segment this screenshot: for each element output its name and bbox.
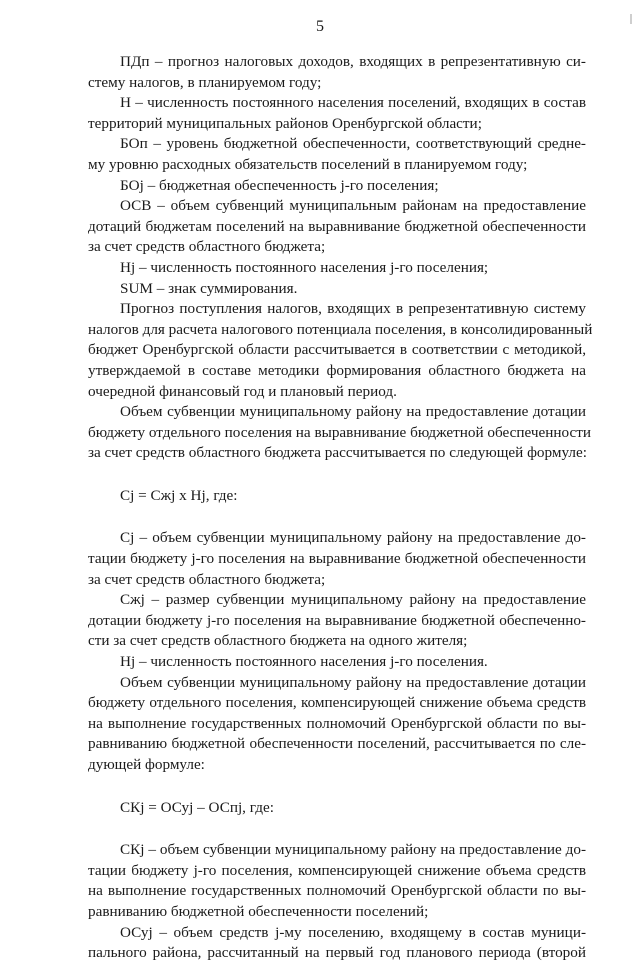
text-line: равниванию бюджетной обеспеченности поселений; xyxy=(88,902,429,920)
text-line: ОСуj – объем средств j-му поселению, входящему в состав муници- xyxy=(120,923,586,941)
text-line: Объем субвенции муниципальному району на предоставление дотации xyxy=(120,403,586,421)
paragraph xyxy=(88,52,586,93)
paragraph xyxy=(88,134,586,175)
text-line: БОj – бюджетная обеспеченность j-го поселения; xyxy=(120,176,439,194)
text-line: на выполнение государственных полномочий Оренбургской области по вы- xyxy=(88,882,586,900)
text-line: тации бюджету j-го поселения, компенсирующей снижение объема средств xyxy=(88,861,586,879)
text-line: Прогноз поступления налогов, входящих в репрезентативную систему xyxy=(120,300,586,318)
text-line: бюджету отдельного поселения на выравнивание бюджетной обеспеченности xyxy=(88,423,592,441)
text-line: пального района, рассчитанный на первый год планового периода (второй xyxy=(88,944,586,962)
text-line: очередной финансовый год и плановый период. xyxy=(88,382,397,400)
text-line: Нj – численность постоянного населения j-го поселения; xyxy=(120,258,489,276)
paragraph xyxy=(88,840,586,922)
text-line: бюджету отдельного поселения, компенсирующей снижение объема средств xyxy=(88,694,586,712)
text-line: утверждаемой в составе методики формирования областного бюджета на xyxy=(88,361,586,379)
text-line: ПДп – прогноз налоговых доходов, входящих в репрезентативную си- xyxy=(120,53,586,70)
paragraph xyxy=(88,93,586,134)
paragraph xyxy=(88,176,586,197)
text-line: на выполнение государственных полномочий Оренбургской области по вы- xyxy=(88,714,586,732)
text-line: стему налогов, в планируемом году; xyxy=(88,73,322,91)
text-line: за счет средств областного бюджета; xyxy=(88,238,326,256)
paragraph xyxy=(88,923,586,964)
text-line: Объем субвенции муниципальному району на предоставление дотации xyxy=(120,673,586,691)
text-line: равниванию бюджетной обеспеченности поселений, рассчитывается по сле- xyxy=(88,735,586,753)
page-number: 5 xyxy=(316,18,324,35)
text-line: СКj – объем субвенции муниципальному району на предоставление до- xyxy=(120,841,586,859)
text-line: за счет средств областного бюджета; xyxy=(88,570,326,588)
text-line: за счет средств областного бюджета рассчитывается по следующей формуле: xyxy=(88,444,587,462)
text-line: Сj – объем субвенции муниципальному району на предоставление до- xyxy=(120,529,586,547)
text-line: тации бюджету j-го поселения на выравнивание бюджетной обеспеченности xyxy=(88,550,586,568)
text-line: Н – численность постоянного населения поселений, входящих в состав xyxy=(120,94,586,112)
text-line: му уровню расходных обязательств поселений в планируемом году; xyxy=(88,155,528,173)
paragraph xyxy=(88,673,586,776)
text-line: SUM – знак суммирования. xyxy=(120,279,298,297)
text-line: дотации бюджету j-го поселения на выравнивание бюджетной обеспеченно- xyxy=(88,611,586,629)
formula-block: СКj = ОСуj – ОСпj, где: xyxy=(120,798,274,816)
text-line: сти за счет средств областного бюджета на одного жителя; xyxy=(88,632,468,650)
paragraph xyxy=(88,590,586,652)
paragraph xyxy=(88,196,586,258)
text-line: дотаций бюджетам поселений на выравнивание бюджетной обеспеченности xyxy=(88,217,586,235)
document-body xyxy=(88,52,593,964)
paragraph xyxy=(88,299,593,402)
text-line: территорий муниципальных районов Оренбургской области; xyxy=(88,114,482,132)
text-line: дующей формуле: xyxy=(88,756,205,773)
text-line: налогов для расчета налогового потенциала поселения, в консолидированный xyxy=(88,320,593,338)
text-line: Сжj – размер субвенции муниципальному району на предоставление xyxy=(120,591,586,609)
paragraph xyxy=(88,402,592,464)
paragraph xyxy=(88,279,586,300)
text-line: ОСВ – объем субвенций муниципальным районам на предоставление xyxy=(120,197,586,215)
text-line: бюджет Оренбургской области рассчитывается в соответствии с методикой, xyxy=(88,341,586,359)
text-line: Нj – численность постоянного населения j-го поселения. xyxy=(120,653,488,671)
text-line: БОп – уровень бюджетной обеспеченности, соответствующий средне- xyxy=(120,135,586,153)
paragraph xyxy=(88,258,586,279)
paragraph xyxy=(88,652,586,673)
formula-block: Сj = Сжj х Нj, где: xyxy=(120,486,238,504)
paragraph xyxy=(88,528,586,590)
